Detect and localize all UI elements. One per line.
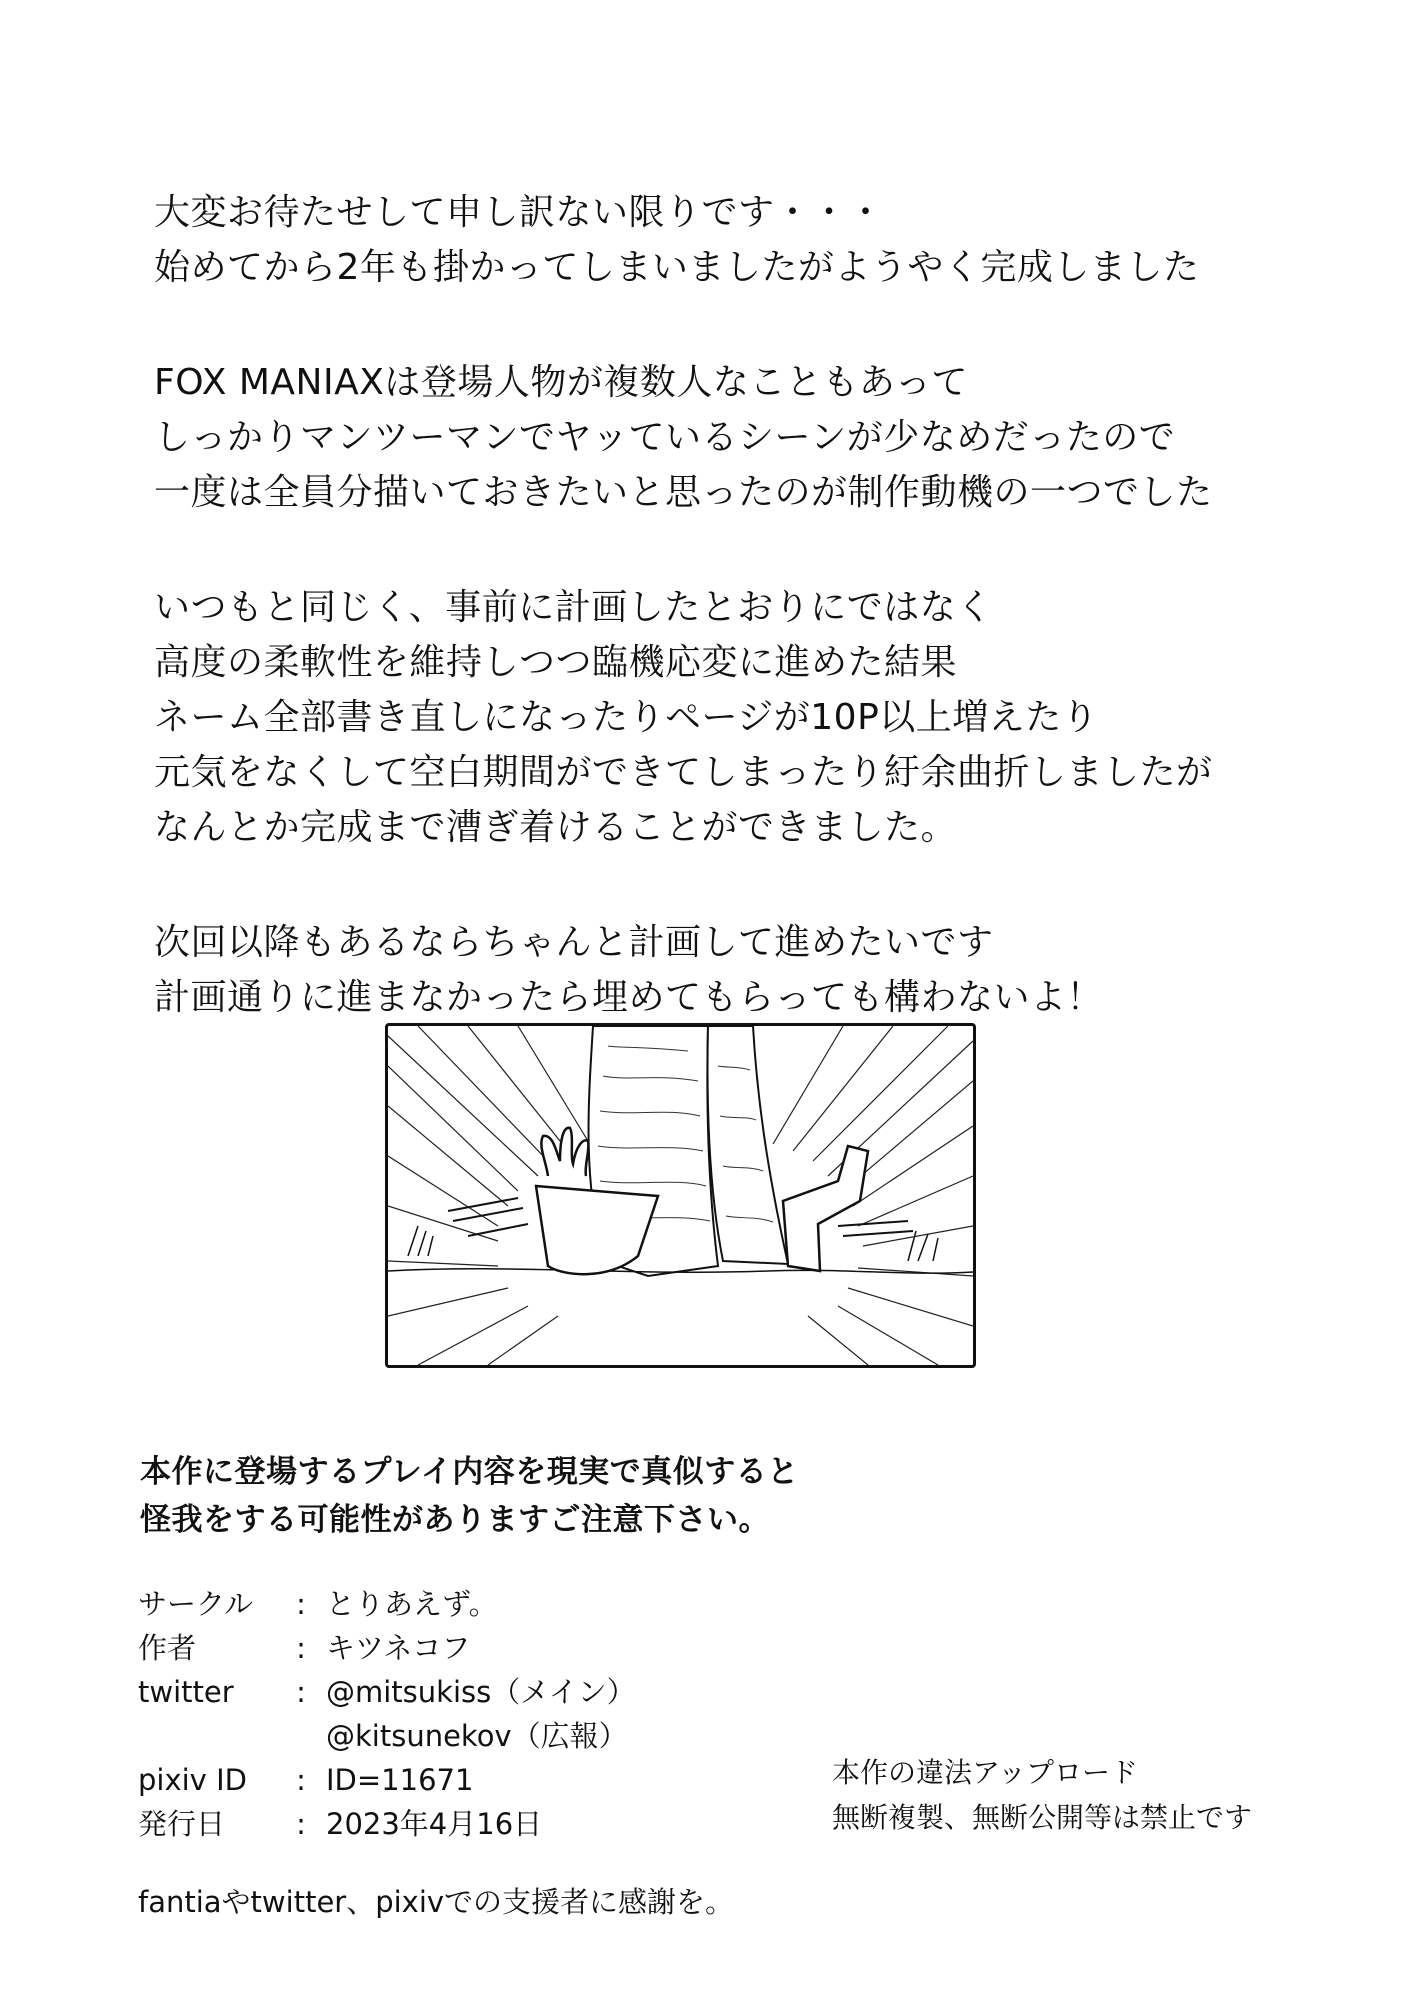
credit-row-twitter xyxy=(138,1670,758,1714)
afterword-paragraph-3 xyxy=(154,580,1334,855)
credit-key: twitter xyxy=(138,1675,234,1709)
afterword-line: FOX MANIAXは登場人物が複数人なこともあって xyxy=(154,362,969,403)
credit-key: 作者 xyxy=(138,1631,197,1665)
credit-colon: : xyxy=(296,1763,306,1797)
afterword-line: いつもと同じく、事前に計画したとおりにではなく xyxy=(154,587,993,628)
notice-line: 無断複製、無断公開等は禁止です xyxy=(832,1801,1253,1834)
afterword-line: なんとか完成まで漕ぎ着けることができました。 xyxy=(154,807,958,848)
credit-value: とりあえず。 xyxy=(326,1587,498,1621)
supporter-thanks: fantiaやtwitter、pixivでの支援者に感謝を。 xyxy=(138,1885,735,1919)
notice-line: 本作の違法アップロード xyxy=(832,1756,1139,1789)
warning-line: 本作に登場するプレイ内容を現実で真似すると xyxy=(140,1454,799,1490)
comic-panel-drawing xyxy=(388,1026,973,1365)
credit-value: 2023年4月16日 xyxy=(326,1807,543,1841)
credit-value: @kitsunekov（広報） xyxy=(326,1719,628,1753)
comic-panel-illustration xyxy=(385,1023,976,1368)
credit-row-publish-date xyxy=(138,1802,758,1846)
safety-warning xyxy=(140,1448,1040,1544)
afterword-line: 計画通りに進まなかったら埋めてもらっても構わないよ！ xyxy=(154,977,1104,1018)
credit-colon: : xyxy=(296,1587,306,1621)
credit-row-twitter-secondary xyxy=(138,1714,758,1758)
afterword-text xyxy=(154,185,1334,1085)
credit-value: ID=11671 xyxy=(326,1763,474,1797)
afterword-line: ネーム全部書き直しになったりページが10P以上増えたり xyxy=(154,697,1099,738)
warning-line: 怪我をする可能性がありますご注意下さい。 xyxy=(140,1502,770,1538)
credit-key: pixiv ID xyxy=(138,1763,247,1797)
buried-figure-right xyxy=(783,1146,868,1271)
afterword-line: 大変お待たせして申し訳ない限りです・・・ xyxy=(154,192,885,233)
afterword-paragraph-1 xyxy=(154,185,1334,295)
credit-row-author xyxy=(138,1626,758,1670)
credit-row-pixiv xyxy=(138,1758,758,1802)
afterword-paragraph-2 xyxy=(154,355,1334,520)
credit-colon: : xyxy=(296,1675,306,1709)
afterword-paragraph-4 xyxy=(154,915,1334,1025)
credit-key: 発行日 xyxy=(138,1807,226,1841)
credit-colon: : xyxy=(296,1807,306,1841)
afterword-line: 元気をなくして空白期間ができてしまったり紆余曲折しましたが xyxy=(154,752,1213,793)
afterword-line: 次回以降もあるならちゃんと計画して進めたいです xyxy=(154,922,994,963)
credit-colon: : xyxy=(296,1631,306,1665)
afterword-line: 高度の柔軟性を維持しつつ臨機応変に進めた結果 xyxy=(154,642,958,683)
afterword-line: しっかりマンツーマンでヤッているシーンが少なめだったので xyxy=(154,417,1176,458)
copyright-notice xyxy=(832,1750,1292,1840)
credit-value: @mitsukiss（メイン） xyxy=(326,1675,636,1709)
credits-table xyxy=(138,1582,758,1846)
afterword-line: 一度は全員分描いておきたいと思ったのが制作動機の一つでした xyxy=(154,472,1213,513)
credit-value: キツネコフ xyxy=(326,1631,471,1665)
credit-key: サークル xyxy=(138,1587,254,1621)
afterword-line: 始めてから2年も掛かってしまいましたがようやく完成しました xyxy=(154,247,1200,288)
credit-row-circle xyxy=(138,1582,758,1626)
